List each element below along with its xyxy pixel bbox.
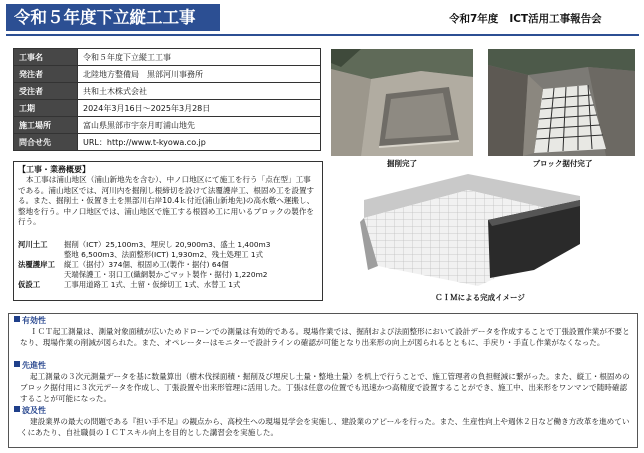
- bullet-square-icon: [14, 406, 20, 412]
- info-row: [14, 134, 321, 151]
- info-row: [14, 49, 321, 66]
- block-caption: ブロック据付完了: [532, 159, 593, 168]
- info-value: 2024年3月16日～2025年3月28日: [78, 100, 321, 117]
- info-value: 共和土木株式会社: [78, 83, 321, 100]
- cim-caption: ＣＩＭによる完成イメージ: [435, 293, 525, 302]
- info-value: 北陸地方整備局 黒部河川事務所: [78, 66, 321, 83]
- header-divider: [6, 34, 639, 36]
- section-heading-effectiveness: 有効性: [14, 315, 46, 326]
- report-header: [449, 11, 639, 26]
- quantity-row: [18, 280, 240, 290]
- quantity-text: 掘削（ICT）25,100m3、埋戻し 20,900m3、盛土 1,400m3: [64, 240, 271, 249]
- contact-url[interactable]: URL：http://www.t-kyowa.co.jp: [78, 134, 321, 151]
- bullet-square-icon: [14, 361, 20, 367]
- excavation-caption: 掘削完了: [387, 159, 417, 168]
- project-info-table: [13, 48, 321, 151]
- report-title: ICT活用工事報告会: [509, 13, 602, 25]
- info-label: 工事名: [14, 49, 78, 66]
- quantity-text: 天端保護工・羽口工(織網製かごマット製作・据付) 1,220m2: [64, 270, 268, 279]
- quantity-row: [18, 240, 270, 250]
- outline-heading: 【工事・業務概要】: [18, 165, 90, 174]
- block-photo: [488, 49, 635, 156]
- section-heading-advancement: 先進性: [14, 360, 46, 371]
- cim-image: [358, 170, 584, 290]
- section-text-effectiveness: ＩＣＴ起工測量は、測量対象面積が広いためドローンでの測量は有効的である。現場作業では、掘削および法面整形において設計データを作成することで丁張設置作業が不要となり、現場作業の削減が図られた。また、オペレーターはモニターで設計ラインの確認が可能となり出来形の向上が図られるとともに、手戻り・手直し作業がなくなった。: [20, 327, 630, 348]
- info-label: 問合せ先: [14, 134, 78, 151]
- info-label: 施工場所: [14, 117, 78, 134]
- info-label: 工期: [14, 100, 78, 117]
- quantity-label: 河川土工: [18, 240, 48, 249]
- quantity-label: 法覆護岸工: [18, 260, 55, 269]
- quantity-label: 仮設工: [18, 280, 41, 289]
- page-title: 令和５年度下立縦工工事: [6, 4, 220, 31]
- info-label: 発注者: [14, 66, 78, 83]
- excavation-photo: [331, 49, 473, 156]
- info-row: [14, 66, 321, 83]
- quantity-text: 整地 6,500m3、法面整形(ICT) 1,930m2、残土処理工 1式: [64, 250, 263, 259]
- section-heading-spillover: 波及性: [14, 405, 46, 416]
- quantity-row: [18, 270, 267, 280]
- info-row: [14, 83, 321, 100]
- quantity-row: [18, 260, 229, 270]
- quantity-text: 工事用道路工 1式、土留・仮締切工 1式、水替工 1式: [64, 280, 241, 289]
- info-row: [14, 100, 321, 117]
- bullet-square-icon: [14, 316, 20, 322]
- outline-text: 本工事は浦山地区（浦山新地先を含む）、中ノ口地区にて施工を行う「点在型」工事である。浦山地区では、河川内を掘削し根締切を設けて法覆護岸工、根固め工を設置する。また、掘削土・仮置き土を黒部川右岸10.4ｋ付近(浦山新地先)の高水敷へ運搬し、整地を行う。中ノ口地区では、浦山地区で施工する根固め工に用いるブロックの製作を行う。: [18, 175, 315, 227]
- info-row: [14, 117, 321, 134]
- info-value: 令和５年度下立縦工工事: [78, 49, 321, 66]
- info-value: 富山県黒部市宇奈月町浦山地先: [78, 117, 321, 134]
- info-label: 受注者: [14, 83, 78, 100]
- report-year: 令和7年度: [449, 13, 499, 25]
- quantity-row: [18, 250, 263, 260]
- quantity-text: 縦工（据付）374個、根固め工(製作・据付) 64個: [64, 260, 229, 269]
- section-text-advancement: 起工測量の３次元測量データを基に数量算出（樹木伐採面積・掘削及び埋戻し土量・整地土量）を机上で行うことで、施工管理者の負担軽減に繋がった。また、縦工・根固めのブロック据付用に３次元データを作成し、丁張設置や出来形管理に活用した。丁張は任意の位置でも迅速かつ高精度で設置することができ、施工中、出来形をワンマンで随時確認することが可能になった。: [20, 372, 630, 404]
- section-text-spillover: 建設業界の最大の問題である『担い手不足』の観点から、高校生への現場見学会を実施し、建設業のアピールを行った。また、生産性向上や週休２日など働き方改革を進めていくにあたり、自社職員のＩＣＴスキル向上を目的とした講習会を実施した。: [20, 417, 630, 438]
